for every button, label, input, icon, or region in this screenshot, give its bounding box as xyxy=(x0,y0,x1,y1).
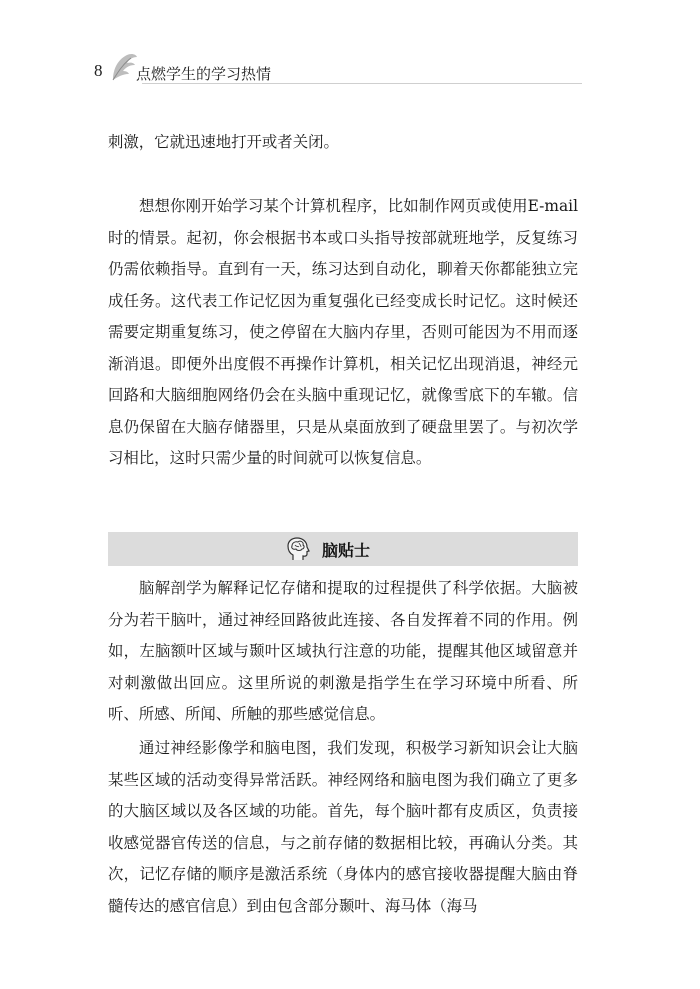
paragraph-learning-program: 想想你刚开始学习某个计算机程序，比如制作网页或使用E-mail时的情景。起初，你会根据书本或口头指导按部就班地学，反复练习仍需依赖指导。直到有一天，练习达到自动化，聊着天你都能独立完成任务。这代表工作记忆因为重复强化已经变成长时记忆。这时候还需要定期重复练习，使之停留在大脑内存里，否则可能因为不用而逐渐消退。即便外出度假不再操作计算机，相关记忆出现消退，神经元回路和大脑细胞网络仍会在头脑中重现记忆，就像雪底下的车辙。信息仍保留在大脑存储器里，只是从桌面放到了硬盘里罢了。与初次学习相比，这时只需少量的时间就可以恢复信息。 xyxy=(108,197,578,467)
paragraph-brain-anatomy: 脑解剖学为解释记忆存储和提取的过程提供了科学依据。大脑被分为若干脑叶，通过神经回路彼此连接、各自发挥着不同的作用。例如，左脑额叶区域与颞叶区域执行注意的功能，提醒其他区域留意并对刺激做出回应。这里所说的刺激是指学生在学习环境中所看、所听、所感、所闻、所触的那些感觉信息。 xyxy=(108,579,578,723)
brain-tip-banner xyxy=(108,532,578,566)
paragraph-neuroimaging: 通过神经影像学和脑电图，我们发现，积极学习新知识会让大脑某些区域的活动变得异常活跃。神经网络和脑电图为我们确立了更多的大脑区域以及各区域的功能。首先，每个脑叶都有皮质区，负责接收感觉器官传送的信息，与之前存储的数据相比较，再确认分类。其次，记忆存储的顺序是激活系统（身体内的感官接收器提醒大脑由脊髓传达的感官信息）到由包含部分颞叶、海马体（海马 xyxy=(108,739,578,915)
page-header xyxy=(94,44,584,94)
brain-head-icon xyxy=(284,535,312,563)
paragraph-continuation: 刺激，它就迅速地打开或者关闭。 xyxy=(108,133,339,151)
feather-logo-icon xyxy=(107,52,139,82)
header-rule xyxy=(142,83,582,84)
running-title: 点燃学生的学习热情 xyxy=(136,65,272,83)
page-number: 8 xyxy=(94,61,103,80)
tip-title: 脑贴士 xyxy=(322,541,371,560)
